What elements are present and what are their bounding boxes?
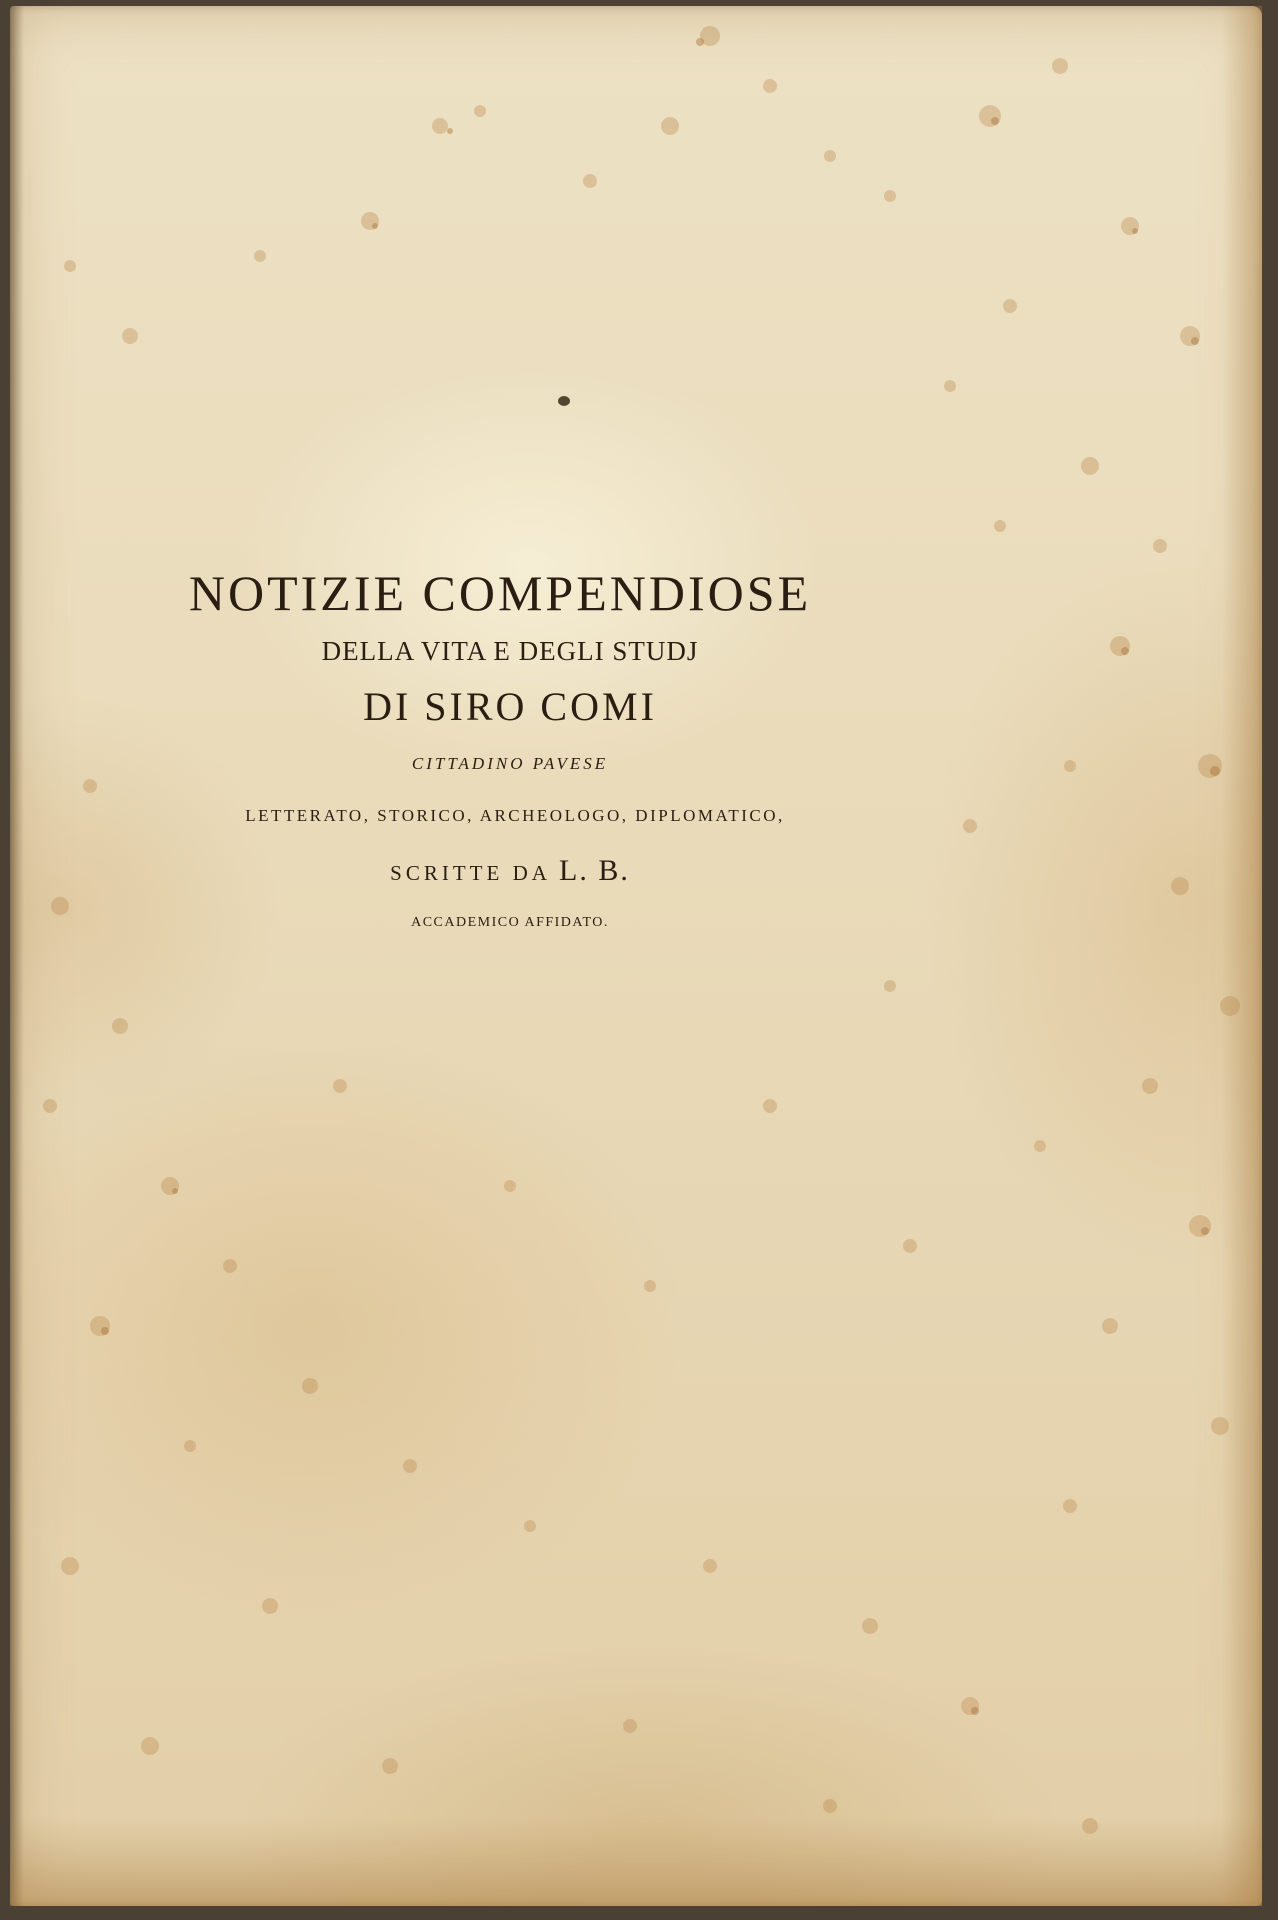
- title-page: [10, 6, 1262, 1906]
- byline: [150, 851, 870, 893]
- main-title: NOTIZIE COMPENDIOSE: [188, 565, 812, 621]
- byline-prefix: SCRITTE DA: [390, 861, 550, 885]
- title-block: [150, 561, 870, 937]
- citizenship-line: CITTADINO PAVESE: [411, 754, 609, 773]
- foxing-stains: [10, 6, 1262, 1906]
- subject-name: DI SIRO COMI: [363, 684, 657, 729]
- bottom-page-edge: [10, 1816, 1262, 1906]
- byline-author: L. B.: [559, 854, 630, 887]
- right-page-edge: [1222, 6, 1262, 1906]
- roles-line: LETTERATO, STORICO, ARCHEOLOGO, DIPLOMATICO,: [245, 806, 785, 825]
- subtitle: DELLA VITA E DEGLI STUDJ: [321, 636, 699, 666]
- spine-shadow: [10, 6, 24, 1906]
- ink-blot: [558, 396, 570, 406]
- affiliation-line: ACCADEMICO AFFIDATO.: [411, 915, 609, 930]
